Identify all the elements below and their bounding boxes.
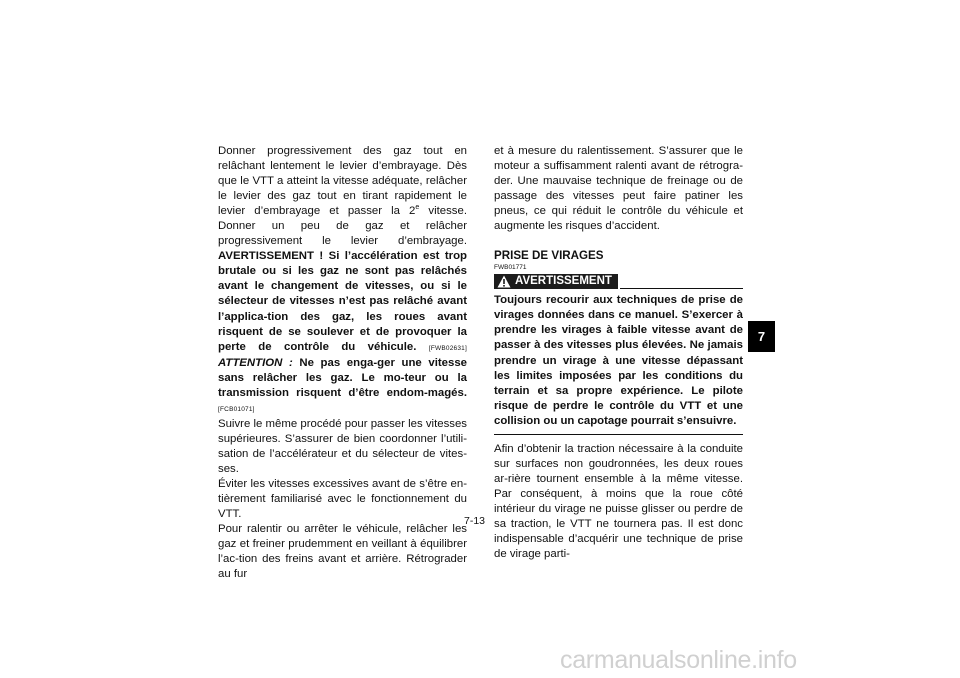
warning-label: AVERTISSEMENT — [515, 275, 612, 288]
chapter-tab: 7 — [748, 321, 775, 352]
paragraph-traction: Afin d’obtenir la traction nécessaire à la conduite sur surfaces non goudronnées, les deux roues ar-rière tournent ensemble à la même vitesse. Par conséquent, à moins que la roue côté intérieur du virage ne puisse glisser ou perdre de sa traction, le VTT ne tournera pas. Il est donc indispensable d’acquérir une technique de prise de virage parti- — [494, 442, 743, 561]
left-column — [218, 144, 467, 582]
attention-code: [FCB01071] — [218, 405, 255, 413]
paragraph-slowdown: Pour ralentir ou arrêter le véhicule, relâcher les gaz et freiner prudemment en veillant à équilibrer l’ac-tion des freins avant et arrière. Rétrograder au fur — [218, 523, 467, 581]
attention-label: ATTENTION : — [218, 356, 293, 369]
right-column — [494, 144, 743, 562]
warning-end-rule — [494, 434, 743, 435]
paragraph-upshift: Suivre le même procédé pour passer les vitesses supérieures. S’assurer de bien coordonner l’utili-sation de l’accélérateur et du sélecteur de vites-ses. — [218, 417, 467, 475]
superscript-e: e — [415, 204, 420, 212]
attention-text: Ne pas enga-ger une vitesse sans relâcher les gaz. Le mo-teur ou la transmission risquent d’être endom-magés. — [218, 356, 468, 399]
warning-header — [494, 273, 743, 289]
heading-code: FWB01771 — [494, 264, 527, 272]
warning-body: Toujours recourir aux techniques de prise de virages données dans ce manuel. S’exercer à prendre les virages à faible vitesse avant de passer à des vitesses plus élevées. Ne jamais prendre un virage à une vitesse dépassant les limites imposées par les conditions du terrain et sa propre expérience. Le pilote risque de perdre le contrôle du VTT et une collision ou un capotage pourrait s’ensuivre. — [494, 294, 743, 427]
warning-badge — [494, 274, 618, 289]
text-shifting-intro: Donner progressivement des gaz tout en relâchant lentement le levier d’embrayage. Dès que le VTT a atteint la vitesse adéquate, relâcher le levier des gaz tout en tirant rapidement le levier d’embrayage et passer la 2 — [218, 145, 467, 218]
watermark: carmanualsonline.info — [560, 646, 797, 674]
warning-triangle-icon — [497, 275, 511, 288]
warning-header-rule — [620, 288, 743, 289]
paragraph-shifting — [218, 144, 467, 417]
warning-inline-text: AVERTISSEMENT ! Si l’accélération est trop brutale ou si les gaz ne sont pas relâchés avant le changement de vitesses, ou si le sélecteur de vitesses n’est pas relâché avant l’applica-tion des gaz, les roues avant risquent de se soulever et de provoquer la perte de contrôle du véhicule. — [218, 250, 467, 353]
section-heading: PRISE DE VIRAGES — [494, 249, 604, 263]
page-number: 7-13 — [464, 515, 486, 527]
text-shifting-continue: vitesse. Donner un peu de gaz et relâcher progressivement le levier d’embrayage. — [218, 205, 467, 248]
paragraph-downshift: et à mesure du ralentissement. S’assurer que le moteur a suffisamment ralenti avant de rétrogra-der. Une mauvaise technique de freinage ou de passage des vitesses peut faire patiner les pneus, ce qui réduit le contrôle du véhicule et augmente les risques d’accident. — [494, 145, 743, 233]
paragraph-speed: Éviter les vitesses excessives avant de s’être en-tièrement familiarisé avec le fonctionnement du VTT. — [218, 478, 467, 521]
warning-code: [FWB02631] — [428, 344, 467, 352]
